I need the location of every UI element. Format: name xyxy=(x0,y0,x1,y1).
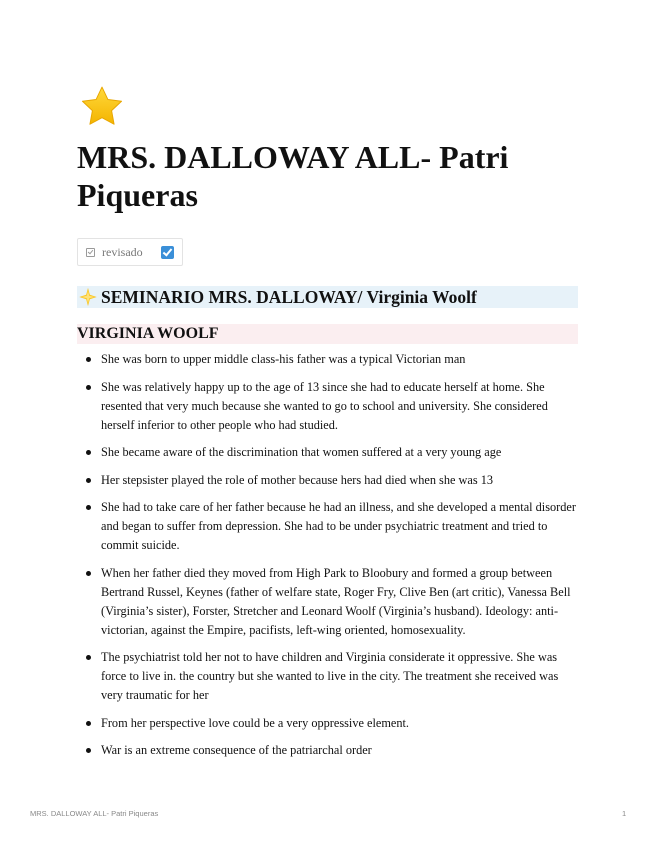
bullet-list xyxy=(77,350,578,769)
section-heading xyxy=(77,286,578,308)
revisado-checkbox[interactable] xyxy=(161,246,174,259)
footer-page-number: 1 xyxy=(622,809,627,818)
glowing-star-icon xyxy=(77,286,99,308)
list-item: From her perspective love could be a very oppressive element. xyxy=(77,714,578,733)
subsection-heading xyxy=(77,324,578,344)
property-revisado xyxy=(77,238,183,266)
star-icon xyxy=(79,84,125,130)
list-item: When her father died they moved from High Park to Bloobury and formed a group between Bertrand Russel, Keynes (father of welfare state, Roger Fry, Clive Ben (art critic), Vanessa Bell (Virginia’s sister), Forster, Stretcher and Leonard Woolf (Virginia’s husband). Ideology: anti-victorian, against the Empire, pacifists, left-wing oriented, homosexuality. xyxy=(77,564,578,640)
list-item: The psychiatrist told her not to have children and Virginia considerate it oppressive. She was force to live in. the country but she wanted to live in the city. The treatment she received was very traumatic for her xyxy=(77,648,578,705)
list-item: War is an extreme consequence of the patriarchal order xyxy=(77,741,578,760)
footer-title: MRS. DALLOWAY ALL- Patri Piqueras xyxy=(30,809,159,818)
list-item: She was relatively happy up to the age of 13 since she had to educate herself at home. She resented that very much because she wanted to go to school and university. She considered herself inferior to other people who had studied. xyxy=(77,378,578,435)
page-title: MRS. DALLOWAY ALL- Patri Piqueras xyxy=(77,139,509,213)
list-item: She was born to upper middle class-his father was a typical Victorian man xyxy=(77,350,578,369)
subsection-heading-text: VIRGINIA WOOLF xyxy=(77,325,219,342)
property-label: revisado xyxy=(102,244,143,259)
list-item: Her stepsister played the role of mother because hers had died when she was 13 xyxy=(77,471,578,490)
list-item: She became aware of the discrimination that women suffered at a very young age xyxy=(77,443,578,462)
checkbox-property-icon xyxy=(86,248,95,257)
list-item: She had to take care of her father because he had an illness, and she developed a mental disorder and began to suffer from depression. She had to be under psychiatric treatment and tried to commit suicide. xyxy=(77,498,578,555)
section-heading-text: SEMINARIO MRS. DALLOWAY/ Virginia Woolf xyxy=(101,286,477,307)
